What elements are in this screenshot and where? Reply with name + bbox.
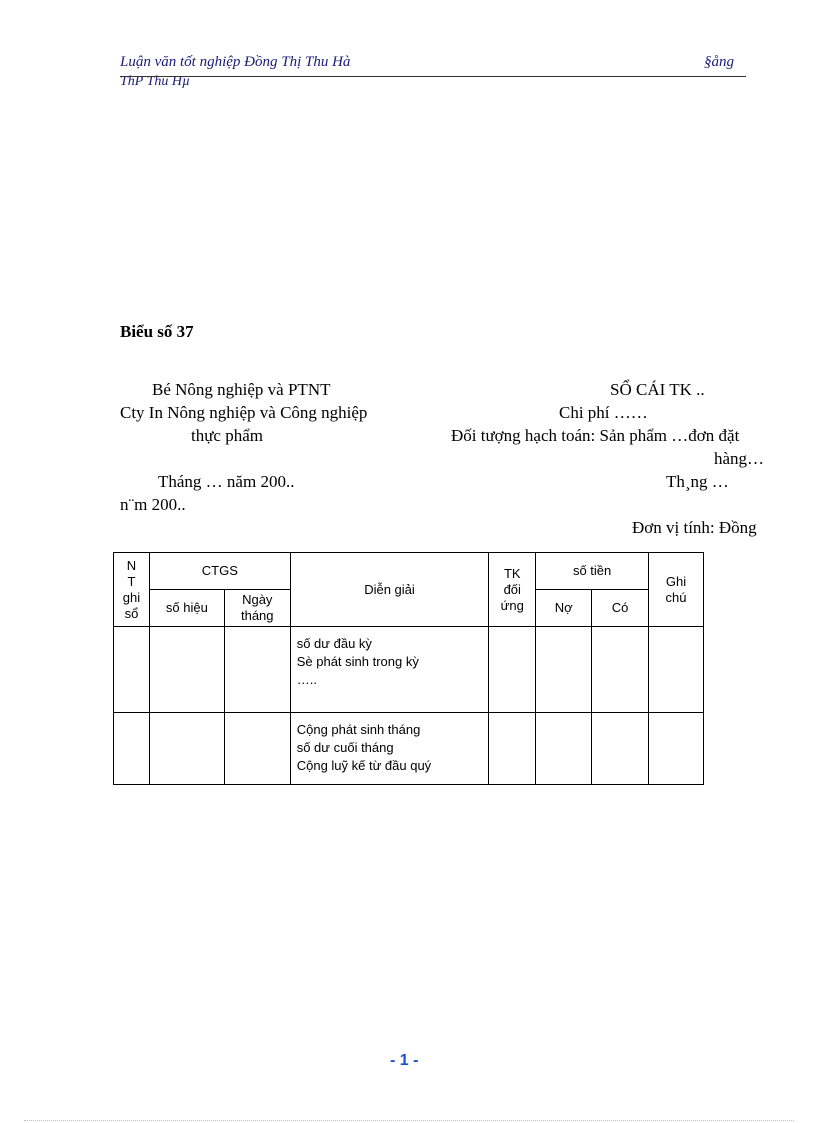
- org-line-company: Cty In Nông nghiệp và Công nghiệp: [120, 403, 368, 422]
- unit-label: Đơn vị tính: Đồng: [632, 518, 757, 537]
- col-header-ngay: Ngày tháng: [224, 590, 290, 627]
- col-header-co: Có: [592, 590, 649, 627]
- period-left-cont: n¨m 200..: [120, 495, 186, 514]
- ledger-table: [113, 552, 704, 785]
- header-author: Luận văn tốt nghiệp Đồng Thị Thu Hà: [120, 54, 351, 70]
- col-header-so-hieu: số hiệu: [149, 590, 224, 627]
- ledger-object-cont: hàng…: [714, 449, 765, 468]
- period-right: Th¸ng …: [666, 472, 729, 491]
- table-row: [114, 713, 704, 785]
- org-line-ministry: Bé Nông nghiệp và PTNT: [152, 380, 331, 399]
- row1-description: số dư đầu kỳ Sè phát sinh trong kỳ …..: [290, 627, 489, 713]
- form-number: Biểu số 37: [120, 322, 194, 341]
- ledger-title: SỔ CÁI TK ..: [610, 380, 705, 399]
- page-number: - 1 -: [390, 1052, 419, 1069]
- ledger-cost: Chi phí ……: [559, 403, 648, 422]
- col-header-ghi-chu: Ghi chú: [649, 553, 704, 627]
- table-row: [114, 627, 704, 713]
- page-bottom-divider: [24, 1120, 794, 1121]
- col-header-ctgs: CTGS: [149, 553, 290, 590]
- ledger-object: Đối tượng hạch toán: Sản phẩm …đơn đặt: [451, 426, 740, 445]
- header-author-continued: ThP Thu Hµ: [120, 74, 191, 89]
- org-line-company-cont: thực phẩm: [191, 426, 264, 445]
- period-left: Tháng … năm 200..: [158, 472, 295, 491]
- header-divider: [120, 76, 746, 77]
- col-header-so-tien: số tiền: [536, 553, 649, 590]
- col-header-nt: N T ghi sổ: [114, 553, 150, 627]
- col-header-dien-giai: Diễn giải: [290, 553, 489, 627]
- col-header-no: Nợ: [536, 590, 592, 627]
- row2-description: Cộng phát sinh tháng số dư cuối tháng Cộng luỹ kế từ đầu quý: [290, 713, 489, 785]
- header-right-label: §ång: [704, 54, 734, 70]
- col-header-tk: TK đối ứng: [489, 553, 536, 627]
